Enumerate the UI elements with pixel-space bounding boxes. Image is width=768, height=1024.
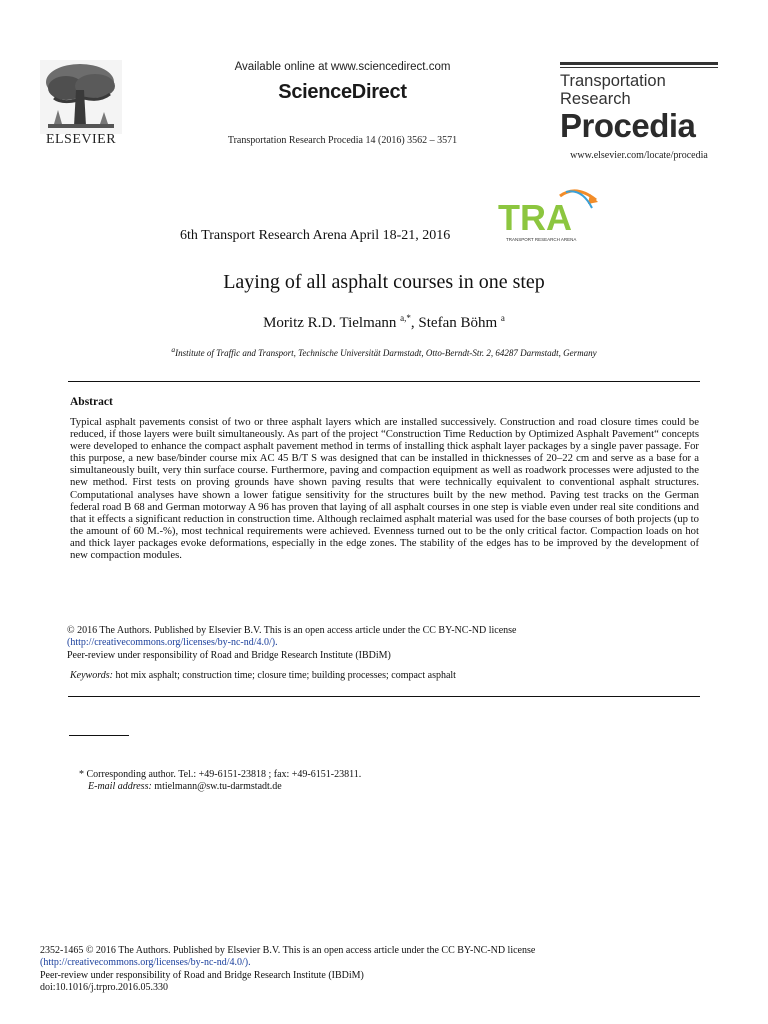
peer-review-line: Peer-review under responsibility of Road and Bridge Research Institute (IBDiM) [67,649,391,661]
email-line [79,781,679,793]
journal-logo-line2: Research [560,90,631,108]
footnote-rule [69,735,129,736]
license-link[interactable]: (http://creativecommons.org/licenses/by-nc-nd/4.0/). [67,637,278,649]
sciencedirect-logo: ScienceDirect [278,81,407,103]
author-2-affil: a [500,313,505,323]
journal-logo-procedia: Procedia [560,107,696,144]
logo-rule-thin [560,67,718,68]
email-label: E-mail address: [88,781,152,793]
issn-footer [40,945,690,995]
footer-peer-review: Peer-review under responsibility of Road and Bridge Research Institute (IBDiM) [40,969,364,981]
copyright-notice [67,625,697,662]
abstract-bottom-rule [68,696,700,697]
author-1: Moritz R.D. Tielmann [263,315,397,331]
author-1-affil: a,* [400,313,411,323]
keywords-label: Keywords: [70,670,113,681]
issn-line: 2352-1465 © 2016 The Authors. Published by Elsevier B.V. This is an open access article under the CC BY-NC-ND license [40,945,536,956]
tra-logo-subtext: TRANSPORT RESEARCH ARENA [506,237,577,242]
affiliation [60,345,708,358]
doi[interactable]: doi:10.1016/j.trpro.2016.05.330 [40,982,169,994]
abstract-heading: Abstract [70,396,113,408]
footer-license-link[interactable]: (http://creativecommons.org/licenses/by-nc-nd/4.0/). [40,957,251,969]
abstract-top-rule [68,381,700,382]
corresponding-contact: * Corresponding author. Tel.: +49-6151-23818 ; fax: +49-6151-23811. [79,769,362,780]
publisher-name: ELSEVIER [45,132,117,147]
paper-title: Laying of all asphalt courses in one step [223,271,545,293]
journal-url: www.elsevier.com/locate/procedia [570,150,708,161]
elsevier-tree-logo [40,60,122,134]
email-address[interactable]: mtielmann@sw.tu-darmstadt.de [154,781,282,793]
journal-reference: Transportation Research Procedia 14 (2016) 3562 – 3571 [227,135,458,146]
journal-logo-line1: Transportation [560,72,666,90]
available-online-text: Available online at www.sciencedirect.com [234,61,451,73]
affiliation-text: Institute of Traffic and Transport, Technische Universität Darmstadt, Otto-Berndt-Str. 2, 64287 Darmstadt, Germany [175,348,597,358]
copyright-line: © 2016 The Authors. Published by Elsevier B.V. This is an open access article under the CC BY-NC-ND license [67,625,517,636]
author-2: Stefan Böhm [418,315,498,331]
journal-logo-text [560,72,718,108]
author-separator: , [410,315,419,331]
corresponding-author-footnote [79,769,679,794]
conference-line: 6th Transport Research Arena April 18-21, 2016 [180,228,451,243]
logo-rule-thick [560,62,718,65]
author-list [60,313,708,332]
affiliation-marker: a [171,345,176,354]
tra-logo [496,186,606,244]
keywords-list: hot mix asphalt; construction time; closure time; building processes; compact asphalt [115,670,456,681]
journal-logo [560,62,718,144]
tra-logo-text: TRA [498,197,572,238]
keywords [70,670,700,681]
abstract-text: Typical asphalt pavements consist of two or three asphalt layers which are installed successively. Construction and road closure times could be reduced, if those layers were built simultaneously. As part of the project “Construction Time Reduction by Optimized Asphalt Pavement“ concepts were developed to enhance the compact asphalt pavement method in terms of installing thick asphalt layer packages by a single paver passage. For this purpose, a new base/binder course mix AC 45 B/T S was designed that can be installed in thicknesses of 20–22 cm and serve as a base for a simultaneously built, very thin surface course. Furthermore, paving and compaction equipment as well as roadwork processes were adjusted to the new method. First tests on proving grounds have shown paving results that were technically equivalent to conventional asphalt structures. Computational analyses have shown a lower fatigue sensitivity for the structures built by the new method. Paving test tracks on the German federal road B 68 and German motorway A 96 has proven that laying of all asphalt courses in one step is viable even under real site conditions and that it effects a significant reduction in construction time. Although reclaimed asphalt material was used for the base courses of both projects (up to the amount of 60 M.-%), most technical requirements were achieved. Evenness turned out to be the only critical factor. Compaction loads on hot and thick layer packages evoke deformations, especially in the edge zones. The stability of the edges has to be improved by the development of new compaction modules. [70,416,699,562]
